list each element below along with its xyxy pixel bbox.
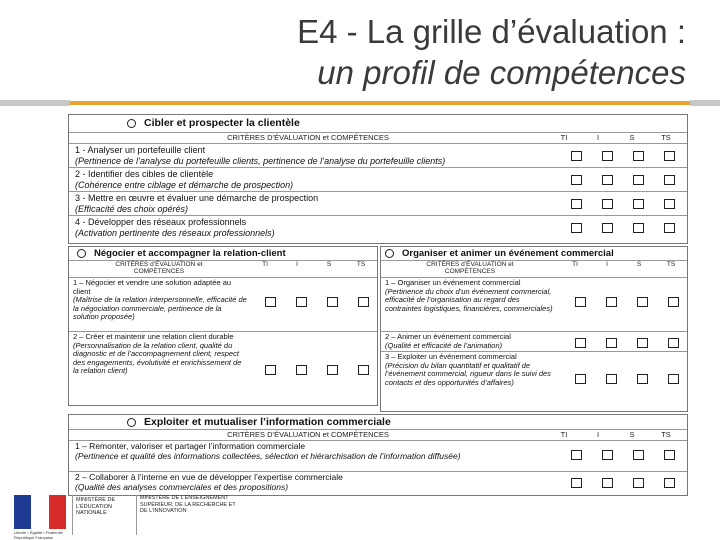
checkbox-4-1-i[interactable] <box>602 450 613 460</box>
ministry-logo <box>10 493 240 538</box>
checkbox-1-3-s[interactable] <box>633 199 644 209</box>
criterion-3-2: 2 – Animer un événement commercial (Qualité et efficacité de l’animation) <box>385 332 511 350</box>
checkbox-1-4-ts[interactable] <box>664 223 675 233</box>
section-title: Cibler et prospecter la clientèle <box>144 117 300 129</box>
grid-section-3 <box>380 246 688 412</box>
ministry-name-2: MINISTÈRE DE L’ENSEIGNEMENT SUPÉRIEUR, DE LA RECHERCHE ET DE L’INNOVATION <box>140 495 236 514</box>
checkbox-3-2-i[interactable] <box>606 338 617 348</box>
section-header <box>127 416 391 428</box>
checkbox-4-1-ts[interactable] <box>664 450 675 460</box>
checkbox-1-3-i[interactable] <box>602 199 613 209</box>
level-ts: TS <box>661 133 671 142</box>
criterion-1-4: 4 - Développer des réseaux professionnels (Activation pertinente des réseaux professionnels) <box>75 217 275 238</box>
checkbox-2-1-ts[interactable] <box>358 297 369 307</box>
checkbox-1-3-ti[interactable] <box>571 199 582 209</box>
checkbox-1-1-i[interactable] <box>602 151 613 161</box>
ministry-name-1: MINISTÈRE DE L’ÉDUCATION NATIONALE <box>76 497 116 516</box>
french-flag-icon <box>14 495 66 529</box>
checkbox-1-1-ts[interactable] <box>664 151 675 161</box>
checkbox-3-1-i[interactable] <box>606 297 617 307</box>
logo-motto: Liberté • Égalité • Fraternité <box>14 530 63 535</box>
checkbox-2-1-ti[interactable] <box>265 297 276 307</box>
grid-section-2 <box>68 246 378 406</box>
criterion-1-1: 1 - Analyser un portefeuille client (Pertinence de l’analyse du portefeuille clients, pertinence de l’analyse du portefeuille clients) <box>75 145 446 166</box>
checkbox-1-2-s[interactable] <box>633 175 644 185</box>
criterion-1-2: 2 - Identifier des cibles de clientèle (Cohérence entre ciblage et démarche de prospection) <box>75 169 294 190</box>
section-header <box>127 117 300 129</box>
section-header <box>77 248 286 259</box>
checkbox-3-1-s[interactable] <box>637 297 648 307</box>
checkbox-1-4-i[interactable] <box>602 223 613 233</box>
checkbox-3-3-i[interactable] <box>606 374 617 384</box>
checkbox-1-2-i[interactable] <box>602 175 613 185</box>
checkbox-2-2-ti[interactable] <box>265 365 276 375</box>
checkbox-3-2-s[interactable] <box>637 338 648 348</box>
checkbox-2-1-s[interactable] <box>327 297 338 307</box>
section-title: Organiser et animer un événement commercial <box>402 248 614 259</box>
criterion-4-1: 1 – Remonter, valoriser et partager l’information commerciale (Pertinence et qualité des informations collectées, sélection et hiérarchisation de l’information diffusée) <box>75 441 461 461</box>
checkbox-3-2-ti[interactable] <box>575 338 586 348</box>
circle-icon <box>127 119 136 128</box>
checkbox-1-1-ti[interactable] <box>571 151 582 161</box>
checkbox-4-1-ti[interactable] <box>571 450 582 460</box>
checkbox-1-3-ts[interactable] <box>664 199 675 209</box>
criteria-header-row: CRITÈRES D’ÉVALUATION et COMPÉTENCES TI I S TS <box>227 430 671 439</box>
title-line-2: un profil de compétences <box>317 54 686 91</box>
criteria-header-row: CRITÈRES d’ÉVALUATION et COMPÉTENCES TI I S TS <box>115 261 366 275</box>
checkbox-3-1-ti[interactable] <box>575 297 586 307</box>
checkbox-1-2-ti[interactable] <box>571 175 582 185</box>
criteria-header-row: CRITÈRES d’ÉVALUATION et COMPÉTENCES TI I S TS <box>426 261 676 275</box>
grid-section-1 <box>68 114 688 244</box>
checkbox-2-2-i[interactable] <box>296 365 307 375</box>
circle-icon <box>385 249 394 258</box>
checkbox-2-1-i[interactable] <box>296 297 307 307</box>
circle-icon <box>127 418 136 427</box>
title-line-1: E4 - La grille d’évaluation : <box>297 13 686 50</box>
grid-section-4 <box>68 414 688 496</box>
criteria-header-row <box>69 133 687 143</box>
checkbox-1-4-s[interactable] <box>633 223 644 233</box>
criteria-header: CRITÈRES D’ÉVALUATION et COMPÉTENCES <box>227 133 389 142</box>
checkbox-2-2-ts[interactable] <box>358 365 369 375</box>
checkbox-4-2-s[interactable] <box>633 478 644 488</box>
criterion-2-2: 2 – Créer et maintenir une relation client durable (Personnalisation de la relation client, qualité du diagnostic et de l’accompagnement client, respect des engagements, évolutivité et enrichissement de la relation client) <box>73 332 242 376</box>
checkbox-3-2-ts[interactable] <box>668 338 679 348</box>
checkbox-4-2-i[interactable] <box>602 478 613 488</box>
section-header <box>385 248 614 259</box>
title-divider <box>0 100 720 106</box>
logo-motto-2: République Française <box>14 535 53 540</box>
criterion-2-1: 1 – Négocier et vendre une solution adaptée au client (Maîtrise de la relation interpersonnelle, efficacité de la négociation commerciale, pertinence de la solution proposée) <box>73 278 247 322</box>
checkbox-1-2-ts[interactable] <box>664 175 675 185</box>
criterion-4-2: 2 – Collaborer à l’interne en vue de développer l’expertise commerciale (Qualité des analyses commerciales et des propositions) <box>75 472 343 492</box>
slide-title <box>297 12 686 94</box>
checkbox-3-1-ts[interactable] <box>668 297 679 307</box>
level-ti: TI <box>560 133 568 142</box>
level-i: I <box>596 133 600 142</box>
checkbox-2-2-s[interactable] <box>327 365 338 375</box>
circle-icon <box>77 249 86 258</box>
checkbox-3-3-s[interactable] <box>637 374 648 384</box>
checkbox-4-2-ti[interactable] <box>571 478 582 488</box>
checkbox-3-3-ti[interactable] <box>575 374 586 384</box>
checkbox-4-1-s[interactable] <box>633 450 644 460</box>
checkbox-3-3-ts[interactable] <box>668 374 679 384</box>
criterion-3-1: 1 – Organiser un événement commercial (Pertinence du choix d’un événement commercial, efficacité de l’organisation au regard des contraintes logistiques, financières, commerciales) <box>385 278 553 313</box>
section-title: Négocier et accompagner la relation-client <box>94 248 286 259</box>
criterion-1-3: 3 - Mettre en œuvre et évaluer une démarche de prospection (Efficacité des choix opérés) <box>75 193 319 214</box>
level-s: S <box>629 133 635 142</box>
checkbox-1-4-ti[interactable] <box>571 223 582 233</box>
checkbox-1-1-s[interactable] <box>633 151 644 161</box>
criterion-3-3: 3 – Exploiter un événement commercial (Précision du bilan quantitatif et qualitatif de l’événement commercial, rigueur dans le suivi des contacts et des opportunités d’affaires) <box>385 352 551 387</box>
section-title: Exploiter et mutualiser l’information commerciale <box>144 416 391 428</box>
checkbox-4-2-ts[interactable] <box>664 478 675 488</box>
